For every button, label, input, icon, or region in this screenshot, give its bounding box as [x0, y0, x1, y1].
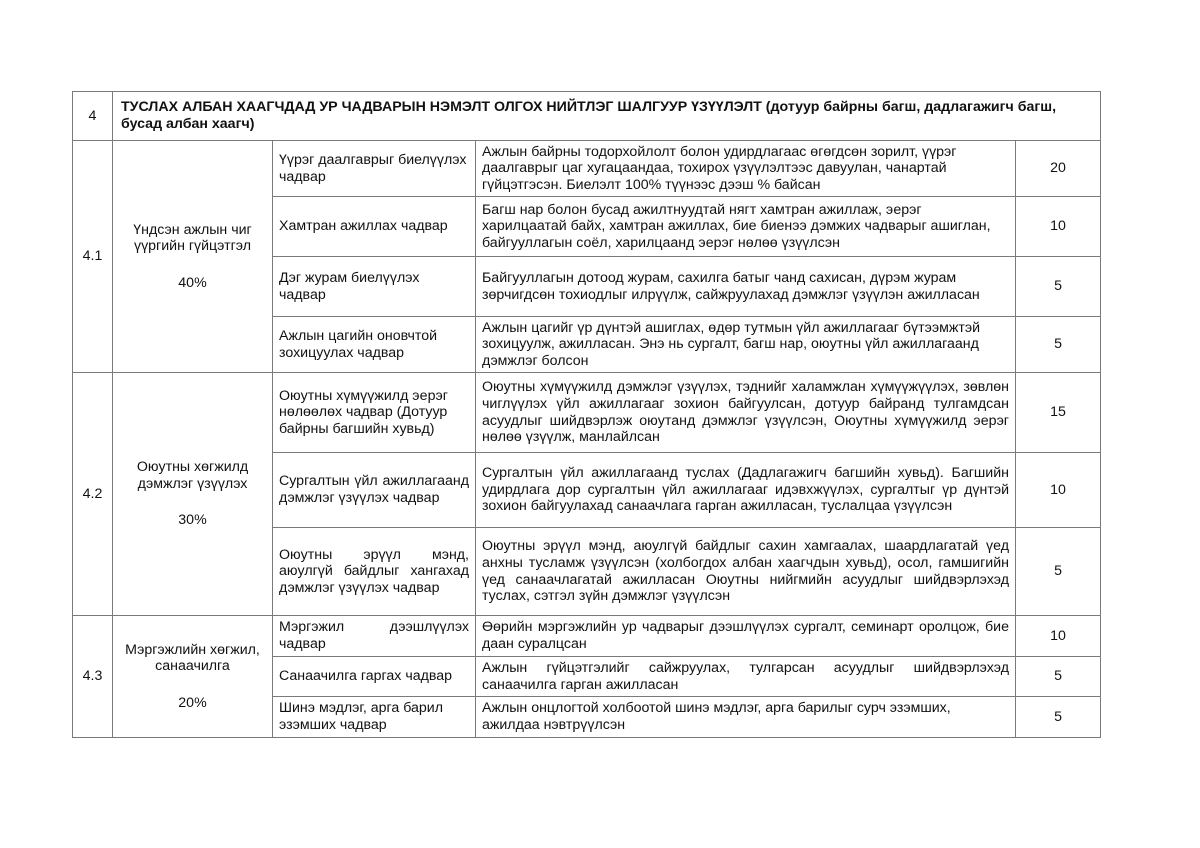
score-cell: 20	[1016, 141, 1101, 197]
description-cell: Ажлын цагийг үр дүнтэй ашиглах, өдөр тутмын үйл ажиллагааг бүтээмжтэй зохицуулж, ажилласан. Энэ нь сургалт, багш нар, оюутны үйл ажиллагаанд дэмжлэг болсон	[476, 317, 1016, 373]
skill-cell: Мэргэжил дээшлүүлэх чадвар	[273, 616, 476, 657]
skill-cell: Сургалтын үйл ажиллагаанд дэмжлэг үзүүлэх чадвар	[273, 453, 476, 528]
skill-cell: Дэг журам биелүүлэх чадвар	[273, 257, 476, 317]
table-row	[73, 373, 1101, 453]
group-weight: 40%	[178, 274, 207, 291]
score-cell: 5	[1016, 317, 1101, 373]
score-cell: 5	[1016, 257, 1101, 317]
description-cell: Байгууллагын дотоод журам, сахилга батыг чанд сахисан, дүрэм журам зөрчигдсөн тохиодлыг илрүүлж, сайжруулахад дэмжлэг үзүүлэн ажилласан	[476, 257, 1016, 317]
description-cell: Ажлын байрны тодорхойлолт болон удирдлагаас өгөгдсөн зорилт, үүрэг даалгаврыг цаг хугацаандаа, тохирох үзүүлэлтээс давуулан, чанартай гүйцэтгэсэн. Биелэлт 100% түүнээс дээш % байсан	[476, 141, 1016, 197]
group-area	[113, 373, 273, 616]
score-cell: 5	[1016, 697, 1101, 738]
description-cell: Өөрийн мэргэжлийн ур чадварыг дээшлүүлэх сургалт, семинарт оролцож, бие даан суралцсан	[476, 616, 1016, 657]
score-cell: 10	[1016, 453, 1101, 528]
skill-cell: Ажлын цагийн оновчтой зохицуулах чадвар	[273, 317, 476, 373]
criteria-table	[72, 91, 1101, 738]
description-cell: Оюутны хүмүүжилд дэмжлэг үзүүлэх, тэднийг халамжлан хүмүүжүүлэх, зөвлөн чиглүүлэх үйл ажиллагааг зохион байгуулсан, дотуур байранд тулгамдсан асуудлыг шийдвэрлэж оюутанд дэмжлэг үзүүлсэн, Оюутны хүмүүжилд эерэг нөлөө үзүүлж, манлайлсан	[476, 373, 1016, 453]
description-cell: Багш нар болон бусад ажилтнуудтай нягт хамтран ажиллаж, эерэг харилцаатай байх, хамтран ажиллах, бие биенээ дэмжих чадварыг ашиглан, байгууллагын соёл, харилцаанд эерэг нөлөө үзүүлсэн	[476, 197, 1016, 257]
section-header-row	[73, 92, 1101, 141]
description-cell: Ажлын гүйцэтгэлийг сайжруулах, тулгарсан асуудлыг шийдвэрлэхэд санаачилга гарган ажилласан	[476, 657, 1016, 697]
group-weight: 30%	[178, 512, 207, 529]
score-cell: 15	[1016, 373, 1101, 453]
skill-cell: Хамтран ажиллах чадвар	[273, 197, 476, 257]
skill-cell: Шинэ мэдлэг, арга барил эзэмших чадвар	[273, 697, 476, 738]
section-title-main: ТУСЛАХ АЛБАН ХААГЧДАД УР ЧАДВАРЫН НЭМЭЛТ ОЛГОХ НИЙТЛЭГ ШАЛГУУР ҮЗҮҮЛЭЛТ	[121, 99, 762, 116]
group-area-label: Үндсэн ажлын чиг үүргийн гүйцэтгэл	[133, 221, 252, 255]
table-row	[73, 616, 1101, 657]
group-area	[113, 616, 273, 738]
skill-cell: Оюутны хүмүүжилд эерэг нөлөөлөх чадвар (Дотуур байрны багшийн хувьд)	[273, 373, 476, 453]
group-number: 4.1	[73, 141, 113, 373]
group-number: 4.3	[73, 616, 113, 738]
section-title	[113, 92, 1101, 141]
description-cell: Оюутны эрүүл мэнд, аюулгүй байдлыг сахин хамгаалах, шаардлагатай үед анхны тусламж үзүүлсэн (холбогдох албан хаагчдын хувьд), осол, гамшигийн үед санаачлагатай ажилласан Оюутны нийгмийн асуудлыг шийдвэрлэхэд туслах, сэтгэл зүйн дэмжлэг үзүүлсэн	[476, 528, 1016, 616]
score-cell: 5	[1016, 528, 1101, 616]
description-cell: Сургалтын үйл ажиллагаанд туслах (Дадлагажигч багшийн хувьд). Багшийн удирдлага дор сургалтын үйл ажиллагааг идэвхжүүлэх, сургалтыг үр дүнтэй зохион байгуулахад санаачлага гарган ажилласан, туслалцаа үзүүлсэн	[476, 453, 1016, 528]
description-cell: Ажлын онцлогтой холбоотой шинэ мэдлэг, арга барилыг сурч эзэмших, ажилдаа нэвтрүүлсэн	[476, 697, 1016, 738]
group-area-label: Мэргэжлийн хөгжил, санаачилга	[125, 641, 260, 675]
skill-cell: Санаачилга гаргах чадвар	[273, 657, 476, 697]
skill-cell: Оюутны эрүүл мэнд, аюулгүй байдлыг хангахад дэмжлэг үзүүлэх чадвар	[273, 528, 476, 616]
group-area	[113, 141, 273, 373]
group-number: 4.2	[73, 373, 113, 616]
score-cell: 10	[1016, 197, 1101, 257]
section-number: 4	[73, 92, 113, 141]
skill-cell: Үүрэг даалгаврыг биелүүлэх чадвар	[273, 141, 476, 197]
group-area-label: Оюутны хөгжилд дэмжлэг үзүүлэх	[136, 459, 249, 492]
score-cell: 5	[1016, 657, 1101, 697]
section-title-note: (дотуур байрны багш, дадлагажигч багш, бусад албан хаагч)	[121, 99, 1057, 132]
group-weight: 20%	[178, 694, 207, 711]
score-cell: 10	[1016, 616, 1101, 657]
table-row	[73, 141, 1101, 197]
